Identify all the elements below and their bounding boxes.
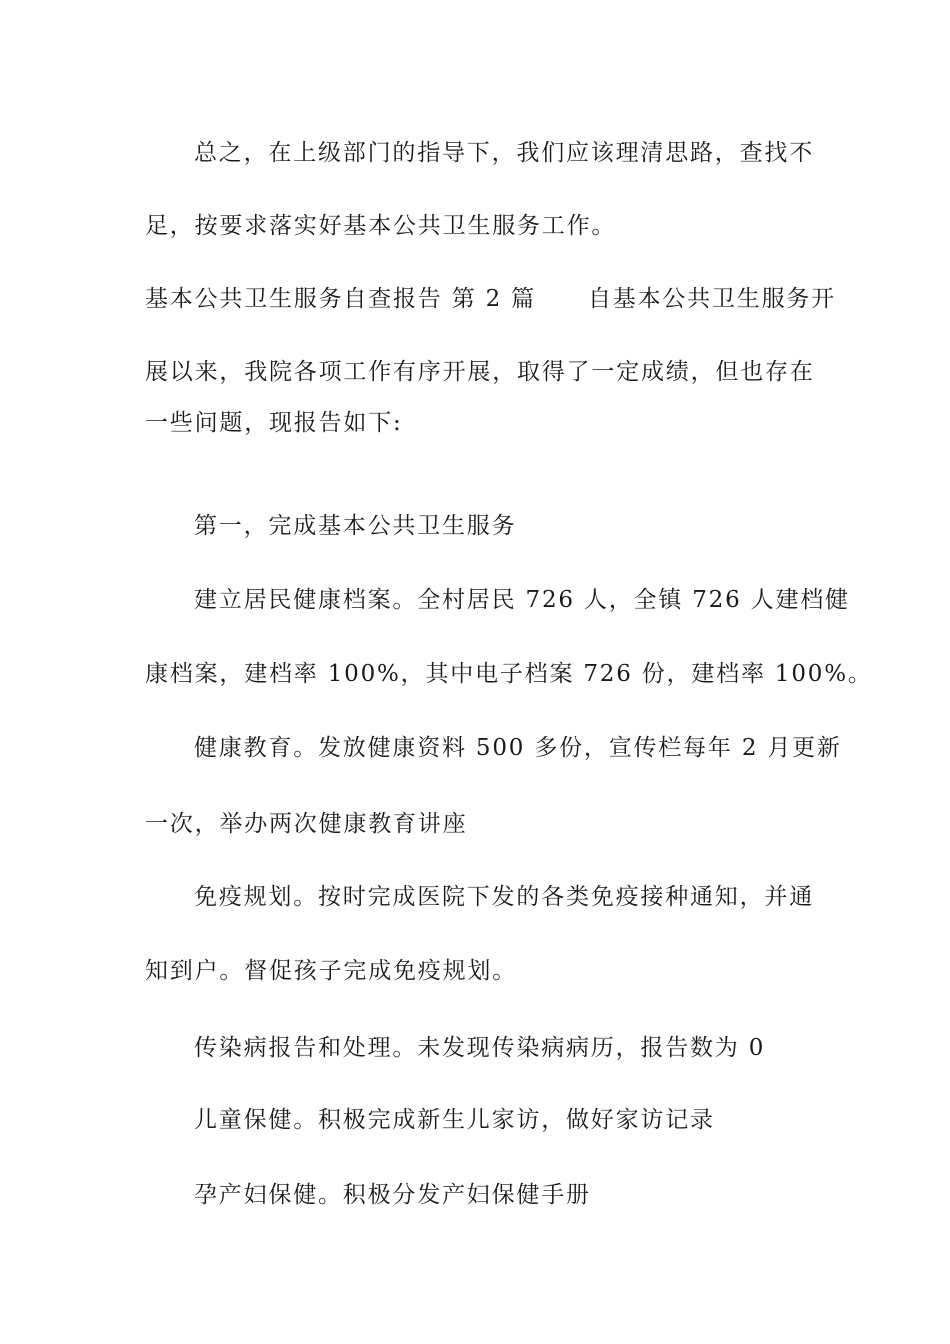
section-heading-line (145, 284, 836, 314)
immunization-line-2: 知到户。督促孩子完成免疫规划。 (145, 958, 517, 984)
maternal-health-line: 孕产妇保健。积极分发产妇保健手册 (194, 1182, 591, 1208)
health-records-line-2: 康档案，建档率 100%，其中电子档案 726 份，建档率 100%。 (145, 661, 873, 687)
subsection-title: 第一，完成基本公共卫生服务 (194, 513, 517, 539)
health-records-line-1: 建立居民健康档案。全村居民 726 人，全镇 726 人建档健 (194, 587, 850, 613)
health-education-line-2: 一次，举办两次健康教育讲座 (145, 811, 468, 837)
paragraph-summary-line-2: 足，按要求落实好基本公共卫生服务工作。 (145, 213, 617, 239)
paragraph-summary-line-1: 总之，在上级部门的指导下，我们应该理清思路，查找不 (194, 140, 814, 166)
intro-line-3: 一些问题，现报告如下: (145, 410, 403, 436)
intro-text-start: 自基本公共卫生服务开 (587, 286, 836, 312)
child-health-line: 儿童保健。积极完成新生儿家访，做好家访记录 (194, 1107, 715, 1133)
infectious-disease-line: 传染病报告和处理。未发现传染病病历，报告数为 0 (194, 1035, 766, 1061)
immunization-line-1: 免疫规划。按时完成医院下发的各类免疫接种通知，并通 (194, 884, 814, 910)
health-education-line-1: 健康教育。发放健康资料 500 多份，宣传栏每年 2 月更新 (194, 735, 842, 761)
section-heading: 基本公共卫生服务自查报告 第 2 篇 (145, 286, 536, 312)
intro-line-2: 展以来，我院各项工作有序开展，取得了一定成绩，但也存在 (145, 359, 815, 385)
